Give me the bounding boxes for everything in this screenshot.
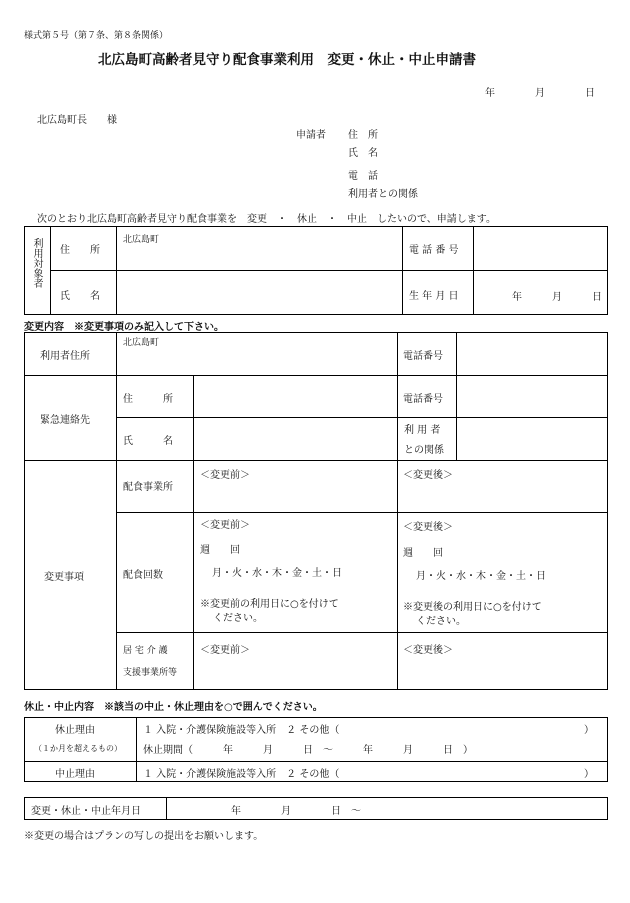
intro-text: 次のとおり北広島町高齢者見守り配食事業を 変更 ・ 休止 ・ 中止 したいので、申請します。 <box>37 214 496 225</box>
applicant-relation-label: 利用者との関係 <box>348 189 418 200</box>
provider-label: 配食事業所 <box>123 482 173 493</box>
applicant-phone-label: 電 話 <box>348 171 378 182</box>
addressee: 北広島町長 様 <box>37 115 117 126</box>
user-address-label: 利用者住所 <box>40 351 90 362</box>
applicant-address-label: 住 所 <box>348 130 378 141</box>
form-number: 様式第５号（第７条、第８条関係） <box>24 31 169 41</box>
target-address-value: 北広島町 <box>123 235 160 245</box>
period-text: 休止期間（ 年 月 日 ～ 年 月 日 ） <box>143 745 473 756</box>
freq-before-weekly: 週 回 <box>200 545 240 556</box>
stop-text: １ 入院・介護保険施設等入所 ２ その他（ <box>143 769 340 780</box>
stop-label: 中止理由 <box>55 769 95 780</box>
changes-heading: 変更内容 ※変更事項のみ記入して下さい。 <box>24 322 224 333</box>
items-label: 変更事項 <box>44 572 84 583</box>
reason-close: ） <box>584 725 594 736</box>
reason-text: １ 入院・介護保険施設等入所 ２ その他（ <box>143 725 340 736</box>
provider-after: ＜変更後＞ <box>403 470 453 481</box>
effective-value: 年 月 日 ～ <box>231 806 361 817</box>
target-birth-label: 生 年 月 日 <box>409 291 459 302</box>
target-name-label: 氏 名 <box>60 291 100 302</box>
date-day: 日 <box>585 88 595 99</box>
care-after: ＜変更後＞ <box>403 645 453 656</box>
target-phone-label: 電 話 番 号 <box>409 245 459 256</box>
date-year: 年 <box>485 88 495 99</box>
em-phone-label: 電話番号 <box>403 394 443 405</box>
em-address-label: 住 所 <box>123 394 173 405</box>
page-title: 北広島町高齢者見守り配食事業利用 変更・休止・中止申請書 <box>98 52 476 68</box>
freq-after-note-2: ください。 <box>416 616 466 627</box>
changes-table <box>24 332 608 690</box>
footnote: ※変更の場合はプランの写しの提出をお願いします。 <box>24 831 264 842</box>
effective-label: 変更・休止・中止年月日 <box>31 806 141 817</box>
em-name-label: 氏 名 <box>123 436 173 447</box>
care-before: ＜変更前＞ <box>200 645 250 656</box>
reason-sub-label: （１か月を超えるもの） <box>34 744 122 753</box>
freq-after: ＜変更後＞ <box>403 522 453 533</box>
em-relation-label-1: 利 用 者 <box>404 425 441 436</box>
reason-label: 休止理由 <box>55 725 95 736</box>
stop-close: ） <box>584 769 594 780</box>
freq-before-days: 月・火・水・木・金・土・日 <box>212 568 342 579</box>
user-address-value: 北広島町 <box>123 338 160 348</box>
date-month: 月 <box>535 88 545 99</box>
freq-before-note-1: ※変更前の利用日に○を付けて <box>200 599 339 610</box>
emergency-label: 緊急連絡先 <box>40 415 90 426</box>
user-phone-label: 電話番号 <box>403 351 443 362</box>
target-side-label: 利用対象者 <box>31 238 42 288</box>
suspend-heading: 休止・中止内容 ※該当の中止・休止理由を○で囲んでください。 <box>24 702 323 713</box>
freq-before: ＜変更前＞ <box>200 520 250 531</box>
care-label-2: 支援事業所等 <box>123 668 178 678</box>
freq-before-note-2: ください。 <box>213 613 263 624</box>
em-relation-label-2: との関係 <box>404 445 444 456</box>
applicant-label: 申請者 <box>296 130 326 141</box>
freq-after-weekly: 週 回 <box>403 548 443 559</box>
care-label-1: 居 宅 介 護 <box>123 646 168 656</box>
applicant-name-label: 氏 名 <box>348 148 378 159</box>
freq-after-note-1: ※変更後の利用日に○を付けて <box>403 602 542 613</box>
target-birth-value: 年 月 日 <box>512 292 602 303</box>
provider-before: ＜変更前＞ <box>200 470 250 481</box>
freq-label: 配食回数 <box>123 570 163 581</box>
freq-after-days: 月・火・水・木・金・土・日 <box>416 571 546 582</box>
target-address-label: 住 所 <box>60 245 100 256</box>
